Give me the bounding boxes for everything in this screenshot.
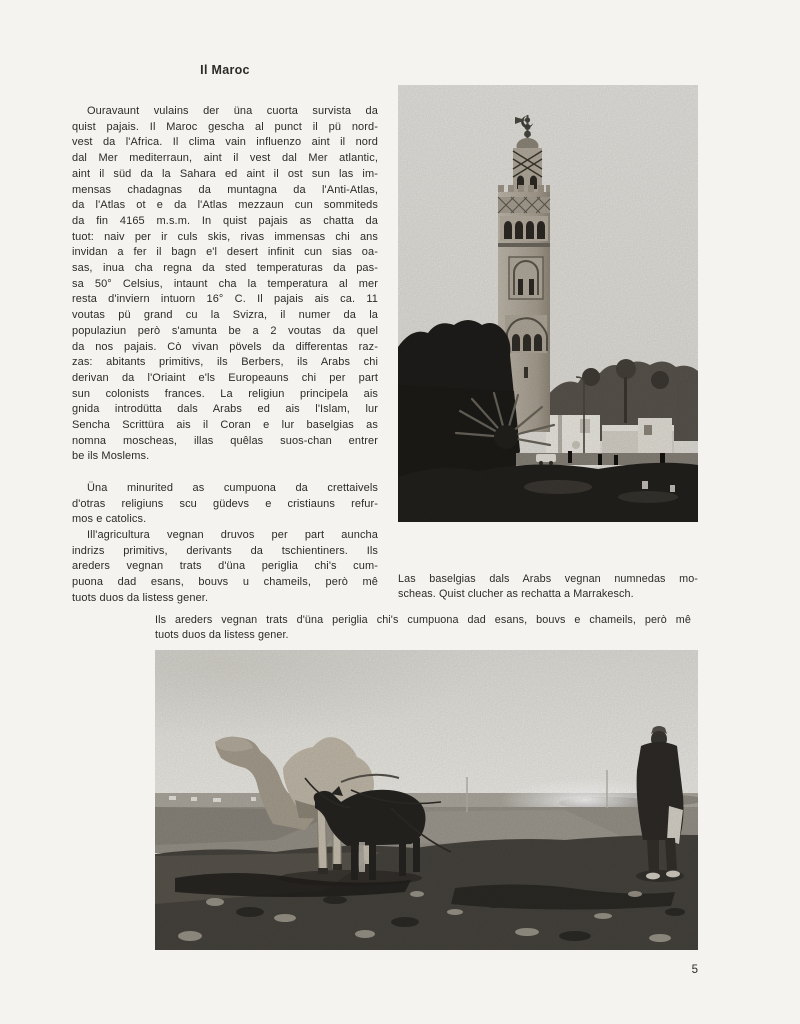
text-line: areders vegnan trats d'üna periglia chi's cum- — [72, 560, 378, 573]
text-line: invidan a fer il bagn e'l desert infinit cun sias oa- — [72, 246, 378, 259]
text-line: gnida introdütta dals Arabs ed ais l'Islam, lur — [72, 403, 378, 416]
text-line: Ils areders vegnan trats d'üna periglia chi's cumpuona dad esans, bouvs e chameils, però mê — [155, 614, 691, 626]
text-line: zas: abitants primitivs, ils Berbers, ils Arabs chi — [72, 356, 378, 369]
paragraph-3 — [72, 528, 378, 607]
page-title: Il Maroc — [200, 63, 250, 77]
text-line: mos e catolics. — [72, 513, 147, 526]
text-line: nomna moscheas, illas quêlas suos-chan entrer — [72, 434, 378, 447]
text-line: indrizs primitivs, derivants da tschientiners. Ils — [72, 544, 378, 557]
text-line: da nos pajais. Cò vivan pövels da differentas raz- — [72, 340, 378, 353]
camel-photo-art — [155, 650, 698, 950]
text-line: Las baselgias dals Arabs vegnan numnedas mo- — [398, 573, 698, 585]
article-text — [72, 104, 378, 606]
text-line: resta d'inviern intuorn 16° C. Il pajais ais ca. 11 — [72, 293, 378, 306]
text-line: tuots duos da listess gener. — [72, 591, 209, 604]
text-line: da fin 4165 m.s.m. In quist pajais as chatta da — [72, 214, 378, 227]
text-line: be ils Moslems. — [72, 450, 150, 463]
text-line: sas, inua cha regna da sted temperaturas da pas- — [72, 262, 378, 275]
text-line: Ouravaunt vulains der üna cuorta survista da — [87, 105, 378, 117]
text-line: sa 50° Celsius, intaunt cha la temperatura al mer — [72, 277, 378, 290]
minaret-photo-art — [398, 85, 698, 522]
text-line: derivan da l'Oriaint e'ls Europeauns chi per part — [72, 371, 378, 384]
text-line: Sencha Scrittüra ais il Coran e lur baselgias as — [72, 419, 378, 432]
text-line: tuots duos da listess gener. — [155, 628, 289, 641]
paragraph-1 — [72, 104, 378, 465]
text-line: voutas pü grand cu la Svizra, il numer da la — [72, 309, 378, 322]
text-line: tuot: naiv per ir culs skis, rivas immensas chi ans — [72, 230, 378, 243]
text-line: dal Mer mediterraun, aint il vest dal Mer atlantic, — [72, 152, 378, 165]
text-line: aint il süd da la Sahara ed aint il ost sun las im- — [72, 167, 378, 180]
text-line: da l'Atlas ot e da l'Atlas mezzaun cun sommiteds — [72, 199, 378, 212]
minaret-photo — [398, 85, 698, 522]
text-line: d'otras religiuns scu güdevs e cristiauns refur- — [72, 497, 378, 510]
text-line: scheas. Quist clucher as rechatta a Marrakesch. — [398, 587, 634, 600]
camel-photo — [155, 650, 698, 950]
text-line: vest da l'Africa. Il clima vain influenzo aint il nord — [72, 136, 378, 149]
camel-caption — [155, 613, 691, 643]
text-line: populaziun però s'amunta be a 2 voutas da quel — [72, 324, 378, 337]
text-line: Üna minurited as cumpuona da crettaivels — [87, 481, 378, 494]
text-line: quist pajais. Il Maroc gescha al punct il pü nord- — [72, 120, 378, 133]
paragraph-2 — [72, 481, 378, 528]
text-line: puona dad esans, bouvs u chameils, però mê — [72, 576, 378, 589]
text-line: mensas chadagnas da muntagna da l'Anti-Atlas, — [72, 183, 378, 196]
minaret-caption — [398, 572, 698, 602]
page-number: 5 — [691, 964, 698, 976]
text-line: sun colonists frances. La religiun principela ais — [72, 387, 378, 400]
text-line: Ill'agricultura vegnan druvos per part auncha — [87, 528, 378, 541]
